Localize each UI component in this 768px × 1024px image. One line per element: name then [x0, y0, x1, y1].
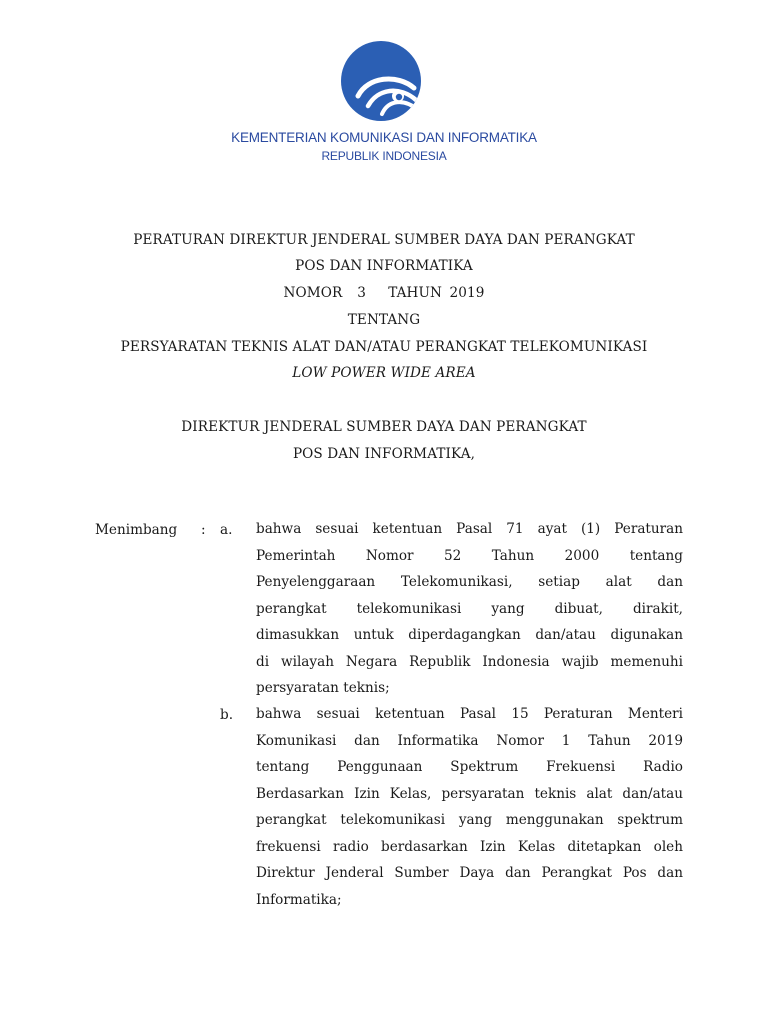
regulation-title-line: POS DAN INFORMATIKA — [295, 258, 473, 274]
paragraph-line: frekuensi radio berdasarkan Izin Kelas ditetapkan oleh — [256, 838, 683, 855]
paragraph-line: bahwa sesuai ketentuan Pasal 71 ayat (1) Peraturan — [256, 521, 683, 537]
paragraph-line: dimasukkan untuk diperdagangkan dan/atau digunakan — [256, 627, 683, 643]
menimbang-colon: : — [201, 522, 206, 538]
paragraph-line: Berdasarkan Izin Kelas, persyaratan teknis alat dan/atau — [256, 785, 683, 802]
paragraph-line: tentang Penggunaan Spektrum Frekuensi Radio — [256, 759, 683, 775]
paragraph-line: Direktur Jenderal Sumber Daya dan Perangkat Pos dan — [256, 865, 683, 881]
item-letter-a: a. — [220, 522, 233, 538]
regulation-subject-italic: LOW POWER WIDE AREA — [292, 365, 476, 381]
ministry-country: REPUBLIK INDONESIA — [321, 149, 447, 163]
regulation-about-label: TENTANG — [347, 312, 421, 328]
regulation-number: NOMOR 3 TAHUN 2019 — [283, 285, 485, 301]
paragraph-line: Informatika; — [256, 891, 342, 908]
paragraph-line: persyaratan teknis; — [256, 680, 390, 696]
paragraph-line: bahwa sesuai ketentuan Pasal 15 Peraturan Menteri — [256, 706, 683, 722]
paragraph-line: Penyelenggaraan Telekomunikasi, setiap alat dan — [256, 574, 683, 590]
item-letter-b: b. — [220, 707, 234, 723]
regulation-title-line: PERATURAN DIREKTUR JENDERAL SUMBER DAYA DAN PERANGKAT — [133, 232, 635, 248]
menimbang-label: Menimbang — [95, 522, 178, 538]
ministry-name: KEMENTERIAN KOMUNIKASI DAN INFORMATIKA — [231, 130, 537, 145]
menimbang-item-b — [256, 701, 683, 913]
paragraph-line: perangkat telekomunikasi yang dibuat, dirakit, — [256, 600, 683, 617]
paragraph-line: Pemerintah Nomor 52 Tahun 2000 tentang — [256, 547, 683, 564]
kominfo-logo-icon — [338, 36, 424, 126]
paragraph-line: perangkat telekomunikasi yang menggunakan spektrum — [256, 812, 683, 828]
menimbang-item-a — [256, 516, 683, 702]
regulation-subject: PERSYARATAN TEKNIS ALAT DAN/ATAU PERANGKAT TELEKOMUNIKASI — [120, 339, 648, 355]
paragraph-line: Komunikasi dan Informatika Nomor 1 Tahun 2019 — [256, 732, 683, 749]
paragraph-line: di wilayah Negara Republik Indonesia wajib memenuhi — [256, 653, 683, 670]
authority-line: POS DAN INFORMATIKA, — [292, 446, 476, 462]
authority-line: DIREKTUR JENDERAL SUMBER DAYA DAN PERANGKAT — [181, 419, 587, 435]
